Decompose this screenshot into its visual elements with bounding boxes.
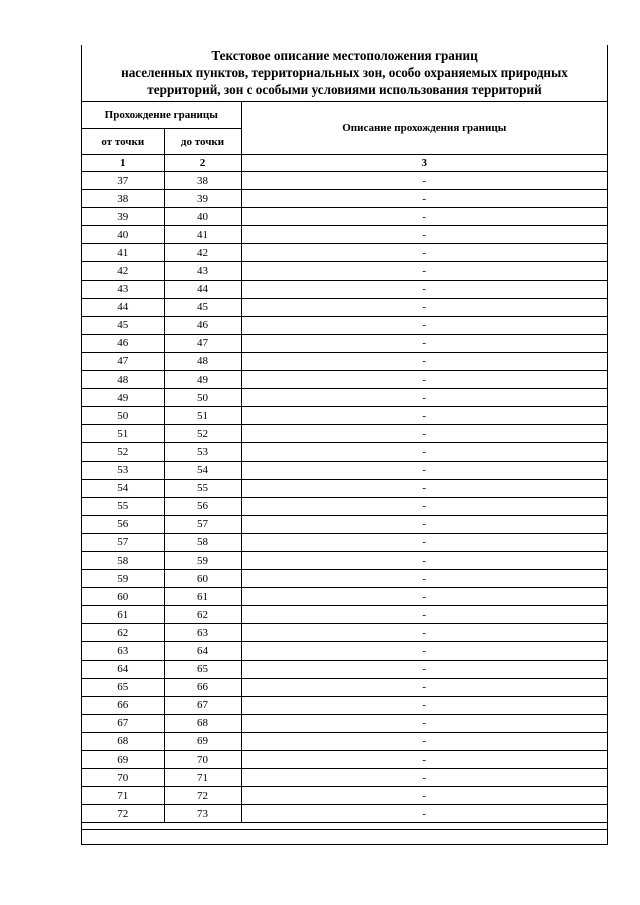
- from-point-cell: 63: [82, 642, 164, 660]
- table-row: [82, 678, 607, 696]
- description-cell: -: [241, 805, 607, 823]
- description-cell: -: [241, 678, 607, 696]
- document-title: [82, 47, 607, 98]
- description-cell: -: [241, 407, 607, 425]
- table-row: [82, 551, 607, 569]
- description-cell: -: [241, 479, 607, 497]
- from-point-cell: 43: [82, 280, 164, 298]
- from-point-cell: 58: [82, 551, 164, 569]
- from-point-cell: 69: [82, 751, 164, 769]
- from-point-cell: 40: [82, 226, 164, 244]
- description-cell: -: [241, 226, 607, 244]
- table-row: [82, 515, 607, 533]
- to-point-cell: 67: [164, 696, 241, 714]
- description-cell: -: [241, 334, 607, 352]
- description-cell: -: [241, 769, 607, 787]
- to-point-cell: 49: [164, 371, 241, 389]
- to-point-cell: 43: [164, 262, 241, 280]
- from-point-cell: 61: [82, 606, 164, 624]
- to-point-cell: 73: [164, 805, 241, 823]
- to-point-cell: 64: [164, 642, 241, 660]
- description-cell: -: [241, 751, 607, 769]
- table-row: [82, 461, 607, 479]
- from-point-cell: 53: [82, 461, 164, 479]
- from-point-cell: 52: [82, 443, 164, 461]
- header-row-1: [82, 102, 607, 129]
- table-row: [82, 732, 607, 750]
- table-row: [82, 298, 607, 316]
- from-point-cell: 49: [82, 389, 164, 407]
- from-point-cell: 46: [82, 334, 164, 352]
- description-cell: -: [241, 588, 607, 606]
- column-number-2: 2: [164, 155, 241, 172]
- from-point-cell: 37: [82, 172, 164, 190]
- to-point-cell: 58: [164, 533, 241, 551]
- column-number-1: 1: [82, 155, 164, 172]
- to-point-cell: 62: [164, 606, 241, 624]
- table-row: [82, 606, 607, 624]
- description-cell: -: [241, 262, 607, 280]
- description-cell: -: [241, 352, 607, 370]
- description-cell: -: [241, 425, 607, 443]
- from-point-cell: 56: [82, 515, 164, 533]
- from-point-cell: 70: [82, 769, 164, 787]
- table-row: [82, 190, 607, 208]
- description-cell: -: [241, 624, 607, 642]
- description-cell: -: [241, 461, 607, 479]
- to-point-cell: 63: [164, 624, 241, 642]
- description-cell: -: [241, 606, 607, 624]
- to-point-cell: 69: [164, 732, 241, 750]
- description-cell: -: [241, 280, 607, 298]
- header-to-point: до точки: [164, 129, 241, 155]
- document-frame: [81, 45, 608, 845]
- to-point-cell: 61: [164, 588, 241, 606]
- table-row: [82, 533, 607, 551]
- from-point-cell: 60: [82, 588, 164, 606]
- to-point-cell: 57: [164, 515, 241, 533]
- table-row: [82, 805, 607, 823]
- table-row: [82, 352, 607, 370]
- description-cell: -: [241, 172, 607, 190]
- to-point-cell: 46: [164, 316, 241, 334]
- table-row: [82, 660, 607, 678]
- from-point-cell: 44: [82, 298, 164, 316]
- to-point-cell: 59: [164, 551, 241, 569]
- table-row: [82, 371, 607, 389]
- description-cell: -: [241, 298, 607, 316]
- to-point-cell: 45: [164, 298, 241, 316]
- table-row: [82, 479, 607, 497]
- description-cell: -: [241, 660, 607, 678]
- to-point-cell: 50: [164, 389, 241, 407]
- table-row: [82, 334, 607, 352]
- to-point-cell: 70: [164, 751, 241, 769]
- to-point-cell: 41: [164, 226, 241, 244]
- title-line-1: Текстовое описание местоположения границ: [211, 48, 478, 63]
- to-point-cell: 38: [164, 172, 241, 190]
- from-point-cell: 71: [82, 787, 164, 805]
- to-point-cell: 44: [164, 280, 241, 298]
- header-description: Описание прохождения границы: [241, 102, 607, 155]
- table-row: [82, 714, 607, 732]
- to-point-cell: 39: [164, 190, 241, 208]
- table-row: [82, 407, 607, 425]
- to-point-cell: 66: [164, 678, 241, 696]
- to-point-cell: 54: [164, 461, 241, 479]
- boundary-table: [82, 101, 607, 823]
- from-point-cell: 67: [82, 714, 164, 732]
- from-point-cell: 68: [82, 732, 164, 750]
- bottom-rule: [82, 829, 607, 830]
- to-point-cell: 68: [164, 714, 241, 732]
- table-row: [82, 280, 607, 298]
- from-point-cell: 57: [82, 533, 164, 551]
- description-cell: -: [241, 570, 607, 588]
- description-cell: -: [241, 533, 607, 551]
- to-point-cell: 65: [164, 660, 241, 678]
- description-cell: -: [241, 389, 607, 407]
- description-cell: -: [241, 787, 607, 805]
- table-row: [82, 497, 607, 515]
- from-point-cell: 64: [82, 660, 164, 678]
- to-point-cell: 55: [164, 479, 241, 497]
- to-point-cell: 56: [164, 497, 241, 515]
- table-row: [82, 642, 607, 660]
- header-passage: Прохождение границы: [82, 102, 241, 129]
- table-row: [82, 751, 607, 769]
- to-point-cell: 40: [164, 208, 241, 226]
- from-point-cell: 66: [82, 696, 164, 714]
- table-row: [82, 696, 607, 714]
- description-cell: -: [241, 642, 607, 660]
- table-row: [82, 570, 607, 588]
- table-row: [82, 389, 607, 407]
- table-row: [82, 769, 607, 787]
- table-row: [82, 425, 607, 443]
- description-cell: -: [241, 515, 607, 533]
- description-cell: -: [241, 208, 607, 226]
- description-cell: -: [241, 190, 607, 208]
- to-point-cell: 47: [164, 334, 241, 352]
- description-cell: -: [241, 316, 607, 334]
- table-row: [82, 443, 607, 461]
- to-point-cell: 72: [164, 787, 241, 805]
- header-from-point: от точки: [82, 129, 164, 155]
- description-cell: -: [241, 732, 607, 750]
- description-cell: -: [241, 497, 607, 515]
- header-row-numbers: [82, 155, 607, 172]
- description-cell: -: [241, 443, 607, 461]
- title-line-3: территорий, зон с особыми условиями использования территорий: [147, 82, 542, 97]
- from-point-cell: 39: [82, 208, 164, 226]
- from-point-cell: 42: [82, 262, 164, 280]
- to-point-cell: 48: [164, 352, 241, 370]
- to-point-cell: 51: [164, 407, 241, 425]
- from-point-cell: 55: [82, 497, 164, 515]
- from-point-cell: 72: [82, 805, 164, 823]
- table-row: [82, 172, 607, 190]
- to-point-cell: 52: [164, 425, 241, 443]
- from-point-cell: 51: [82, 425, 164, 443]
- from-point-cell: 48: [82, 371, 164, 389]
- title-line-2: населенных пунктов, территориальных зон, особо охраняемых природных: [121, 65, 568, 80]
- from-point-cell: 54: [82, 479, 164, 497]
- table-row: [82, 787, 607, 805]
- from-point-cell: 38: [82, 190, 164, 208]
- description-cell: -: [241, 714, 607, 732]
- to-point-cell: 60: [164, 570, 241, 588]
- to-point-cell: 53: [164, 443, 241, 461]
- table-row: [82, 262, 607, 280]
- description-cell: -: [241, 696, 607, 714]
- description-cell: -: [241, 244, 607, 262]
- table-row: [82, 244, 607, 262]
- from-point-cell: 62: [82, 624, 164, 642]
- description-cell: -: [241, 371, 607, 389]
- from-point-cell: 50: [82, 407, 164, 425]
- description-cell: -: [241, 551, 607, 569]
- to-point-cell: 71: [164, 769, 241, 787]
- table-row: [82, 226, 607, 244]
- table-row: [82, 316, 607, 334]
- from-point-cell: 59: [82, 570, 164, 588]
- from-point-cell: 41: [82, 244, 164, 262]
- to-point-cell: 42: [164, 244, 241, 262]
- table-row: [82, 588, 607, 606]
- table-row: [82, 624, 607, 642]
- table-row: [82, 208, 607, 226]
- from-point-cell: 45: [82, 316, 164, 334]
- column-number-3: 3: [241, 155, 607, 172]
- from-point-cell: 47: [82, 352, 164, 370]
- from-point-cell: 65: [82, 678, 164, 696]
